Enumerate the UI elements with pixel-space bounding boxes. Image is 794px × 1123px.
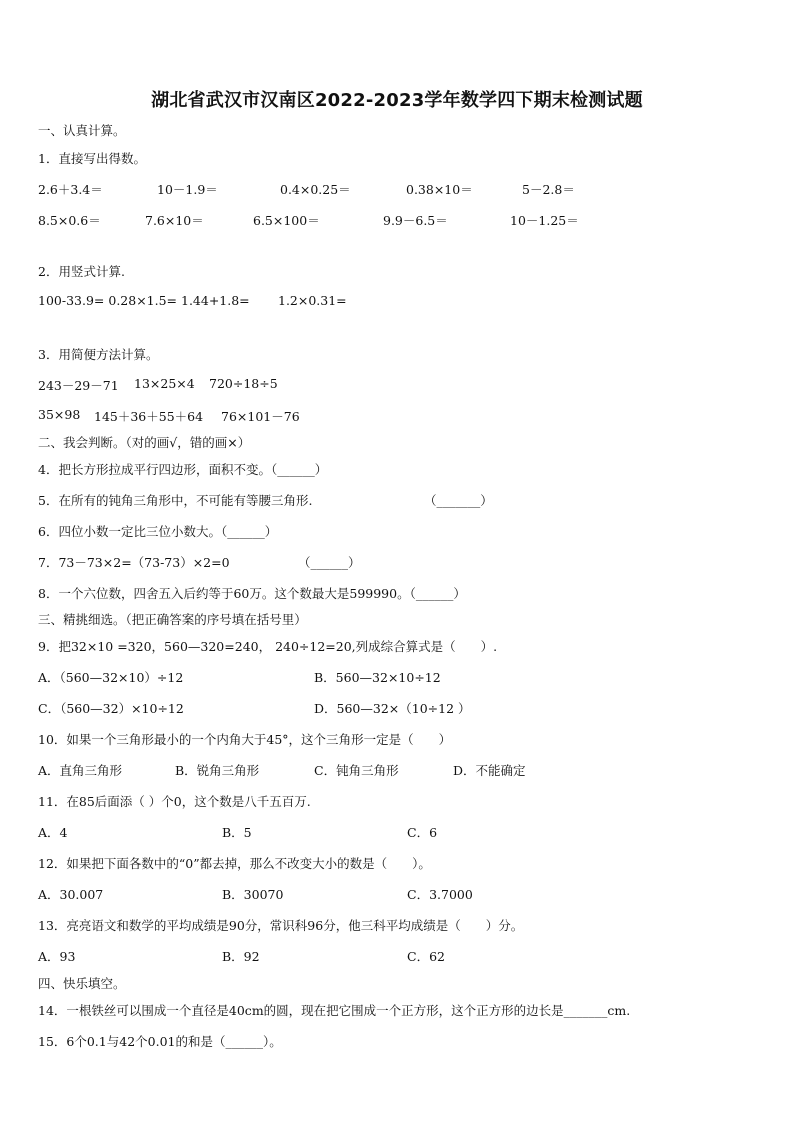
q1-r1-item-2: 10－1.9＝ [157,182,218,197]
q7-answer-blank[interactable]: （______） [298,555,361,570]
section-4-heading: 四、快乐填空。 [38,976,126,991]
q3-r1-item-3: 720÷18÷5 [209,376,278,391]
q3-prompt: 3．用简便方法计算。 [38,347,159,362]
q9-option-c: C．（560—32）×10÷12 [38,701,184,716]
q1-r2-item-4: 9.9－6.5＝ [383,213,448,228]
q12-option-a: A．30.007 [38,887,104,902]
page-title: 湖北省武汉市汉南区2022-2023学年数学四下期末检测试题 [151,90,643,111]
q1-r2-item-5: 10－1.25＝ [510,213,579,228]
q10-text: 10．如果一个三角形最小的一个内角大于45°，这个三角形一定是（ ） [38,732,452,747]
q1-r1-item-5: 5－2.8＝ [522,182,575,197]
q1-r1-item-1: 2.6＋3.4＝ [38,182,103,197]
q8-text: 8．一个六位数，四舍五入后约等于60万。这个数最大是599990。（______） [38,586,466,601]
q1-r2-item-2: 7.6×10＝ [145,213,204,228]
section-2-heading: 二、我会判断。（对的画√，错的画×） [38,435,251,450]
q12-option-b: B．30070 [222,887,284,902]
q5-answer-blank[interactable]: （_______） [424,493,493,508]
q14-text: 14．一根铁丝可以围成一个直径是40cm的圆，现在把它围成一个正方形，这个正方形的边长是_______cm. [38,1003,631,1018]
section-3-heading: 三、精挑细选。（把正确答案的序号填在括号里） [38,612,307,627]
q11-option-b: B．5 [222,825,252,840]
q10-option-b: B．锐角三角形 [175,763,260,778]
q1-r2-item-1: 8.5×0.6＝ [38,213,101,228]
q11-option-c: C．6 [407,825,438,840]
q2-last: 1.2×0.31= [278,293,347,308]
q6-text: 6．四位小数一定比三位小数大。（______） [38,524,278,539]
q15-text: 15．6个0.1与42个0.01的和是（______）。 [38,1034,282,1049]
q9-option-b: B．560—32×10÷12 [314,670,441,685]
q11-option-a: A．4 [38,825,68,840]
q13-option-a: A．93 [38,949,76,964]
q1-r2-item-3: 6.5×100＝ [253,213,320,228]
q12-option-c: C．3.7000 [407,887,473,902]
q9-option-d: D．560—32×（10÷12 ） [314,701,471,716]
q13-option-c: C．62 [407,949,445,964]
q3-r2-item-3: 76×101－76 [221,409,300,424]
q3-r1-item-1: 243－29－71 [38,378,119,393]
q4-text: 4．把长方形拉成平行四边形，面积不变。（______） [38,462,328,477]
q12-text: 12．如果把下面各数中的“0”都去掉，那么不改变大小的数是（ ）。 [38,856,431,871]
q2-line: 100-33.9= 0.28×1.5= 1.44+1.8= [38,293,250,308]
q1-prompt: 1．直接写出得数。 [38,151,146,166]
q7-text: 7．73－73×2=（73-73）×2=0 [38,555,230,570]
q5-text: 5．在所有的钝角三角形中，不可能有等腰三角形. [38,493,313,508]
q3-r2-item-1: 35×98 [38,407,81,422]
q13-option-b: B．92 [222,949,260,964]
q9-option-a: A．（560—32×10）÷12 [38,670,184,685]
q10-option-a: A．直角三角形 [38,763,123,778]
q10-option-d: D．不能确定 [453,763,526,778]
q9-text: 9．把32×10 =320，560—320=240， 240÷12=20,列成综合算式是（ ）. [38,639,498,654]
q11-text: 11．在85后面添（ ）个0，这个数是八千五百万. [38,794,311,809]
section-1-heading: 一、认真计算。 [38,123,126,138]
q1-r1-item-3: 0.4×0.25＝ [280,182,351,197]
q3-r1-item-2: 13×25×4 [134,376,195,391]
q1-r1-item-4: 0.38×10＝ [406,182,473,197]
q2-prompt: 2．用竖式计算. [38,264,125,279]
q10-option-c: C．钝角三角形 [314,763,399,778]
q13-text: 13．亮亮语文和数学的平均成绩是90分，常识科96分，他三科平均成绩是（ ）分。 [38,918,524,933]
q3-r2-item-2: 145＋36＋55＋64 [94,409,204,424]
